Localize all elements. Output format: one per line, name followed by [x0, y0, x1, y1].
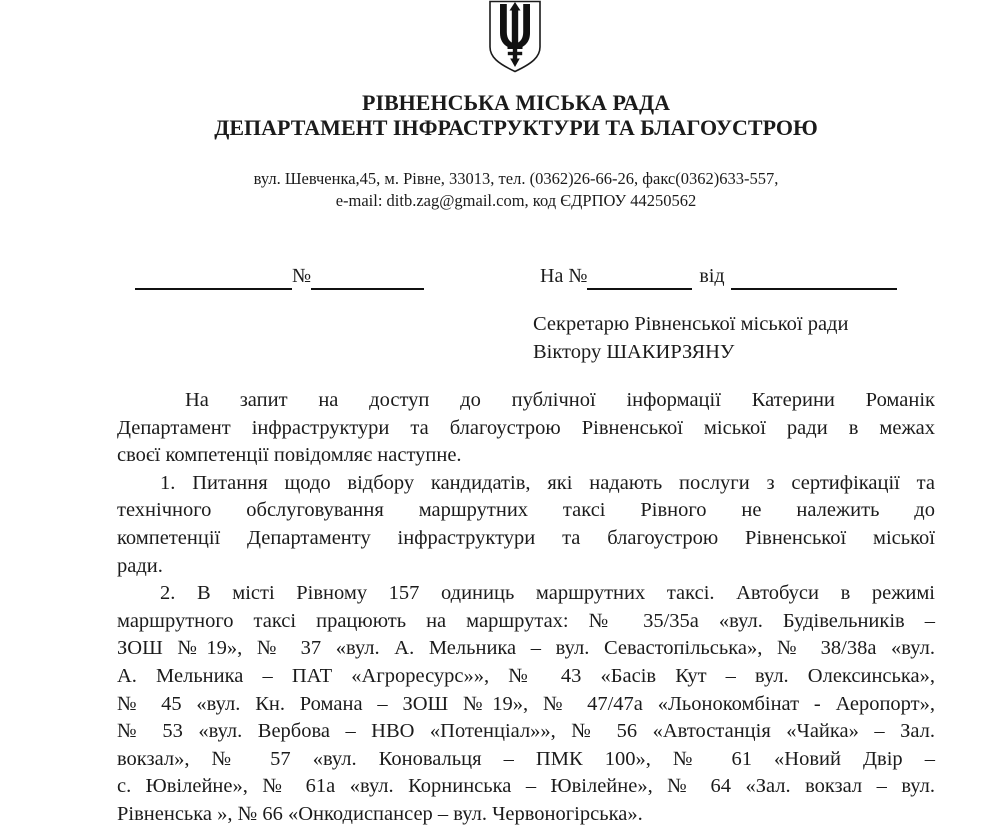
outgoing-date-blank-field	[135, 260, 292, 290]
address-line: вул. Шевченка,45, м. Рівне, 33013, тел. (0362)26-66-26, факс(0362)633-557,	[253, 169, 779, 188]
recipient-name-line: Віктору ШАКИРЗЯНУ	[533, 341, 735, 363]
body-line: А. Мельника – ПАТ «Агроресурс»», № 43 «Басів Кут – вул. Олексинська»,	[117, 664, 935, 687]
body-line: вокзал», № 57 «вул. Коновальця – ПМК 100», № 61 «Новий Двір –	[117, 747, 935, 770]
number-sign-label: №	[292, 265, 312, 287]
from-date-label: від	[699, 265, 725, 287]
incoming-reference-fields	[540, 260, 897, 290]
outgoing-number-blank-field	[311, 260, 424, 290]
organization-name: РІВНЕНСЬКА МІСЬКА РАДА	[362, 90, 670, 115]
letter-body	[117, 387, 935, 827]
body-line: компетенції Департаменту інфраструктури та благоустрою Рівненської міської	[117, 526, 935, 549]
letterhead-contacts	[47, 168, 985, 212]
body-line: 1. Питання щодо відбору кандидатів, які надають послуги з сертифікації та	[160, 471, 935, 494]
body-line: технічного обслуговування маршрутних таксі Рівного не належить до	[117, 499, 935, 522]
department-name: ДЕПАРТАМЕНТ ІНФРАСТРУКТУРИ ТА БЛАГОУСТРОЮ	[214, 115, 818, 140]
body-line: с. Ювілейне», № 61а «вул. Корнинська – Ювілейне», № 64 «Зал. вокзал – вул.	[117, 775, 935, 798]
contact-line: e-mail: ditb.zag@gmail.com, код ЄДРПОУ 44250562	[335, 191, 697, 210]
body-line: Рівненська », № 66 «Онкодиспансер – вул. Червоногірська».	[117, 802, 643, 825]
incoming-number-blank-field	[587, 260, 692, 290]
body-line: № 45 «вул. Кн. Романа – ЗОШ №19», № 47/47а «Льонокомбінат - Аеропорт»,	[117, 692, 935, 715]
outgoing-reference-fields	[135, 260, 424, 290]
reference-line	[0, 258, 985, 290]
letterhead	[47, 90, 985, 140]
body-line: маршрутного таксі працюють на маршрутах: № 35/35а «вул. Будівельників –	[117, 609, 935, 632]
body-line: № 53 «вул. Вербова – НВО «Потенціал»», № 56 «Автостанція «Чайка» – Зал.	[117, 720, 935, 743]
body-line: На запит на доступ до публічної інформації Катерини Романік	[185, 389, 935, 411]
body-line: своєї компетенції повідомляє наступне.	[117, 444, 462, 467]
recipient-title-line: Секретарю Рівненської міської ради	[533, 313, 849, 335]
reply-number-label: На №	[540, 265, 588, 287]
body-line: 2. В місті Рівному 157 одиниць маршрутних таксі. Автобуси в режимі	[160, 582, 935, 605]
body-line: ради.	[117, 554, 163, 577]
body-line: Департамент інфраструктури та благоустрою Рівненської міської ради в межах	[117, 416, 935, 439]
body-line: ЗОШ №19», № 37 «вул. А. Мельника – вул. Севастопільська», № 38/38а «вул.	[117, 637, 935, 660]
ukraine-trident-emblem-icon	[487, 0, 543, 73]
recipient-block	[533, 310, 848, 366]
incoming-date-blank-field	[731, 260, 897, 290]
